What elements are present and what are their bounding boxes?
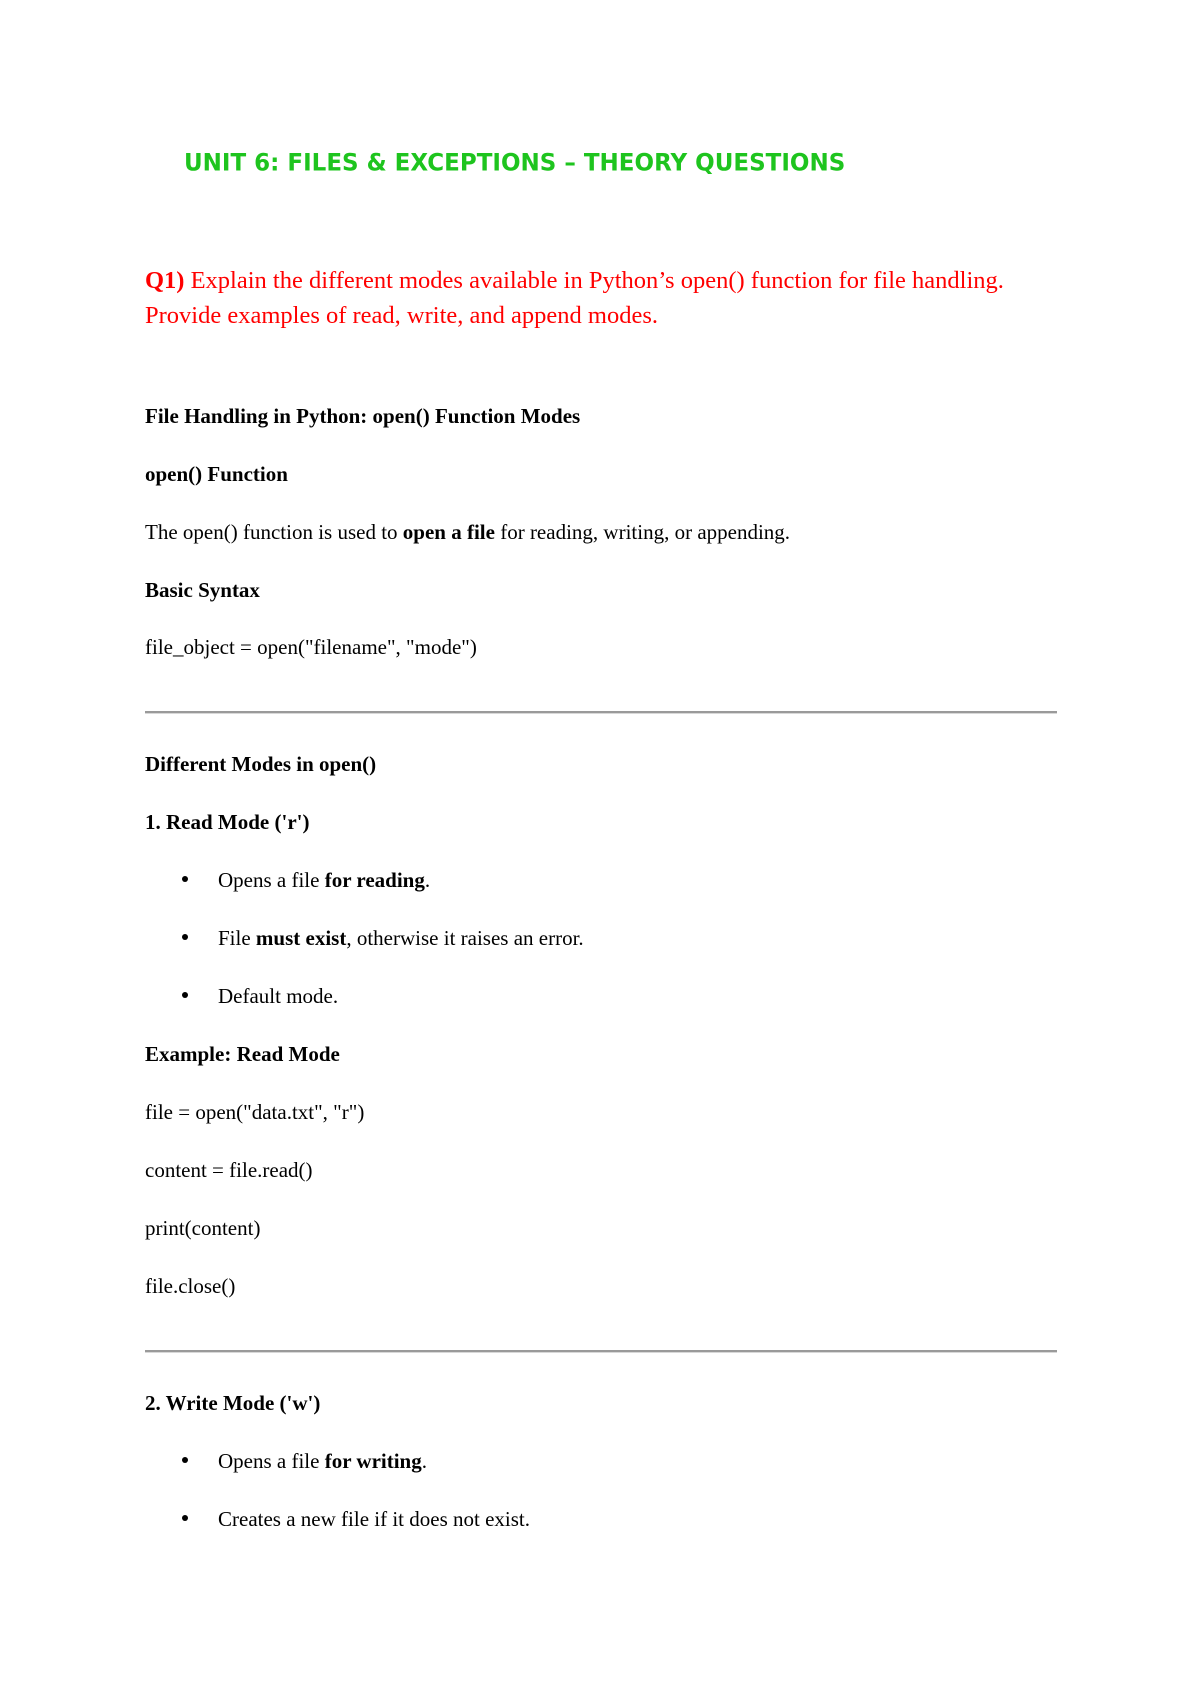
list-item-text-before: Opens a file — [218, 1449, 325, 1473]
list-item-text — [218, 1507, 530, 1532]
bullet-icon — [182, 992, 188, 998]
list-item-text-bold: for reading — [324, 868, 425, 892]
code-line: content = file.read() — [145, 1158, 313, 1182]
list-item-text-before: File — [218, 926, 256, 950]
code-line: file = open("data.txt", "r") — [145, 1100, 365, 1124]
question-1 — [145, 263, 1075, 333]
write-mode-heading: 2. Write Mode ('w') — [145, 1391, 321, 1415]
list-item-text-after: . — [424, 868, 431, 892]
list-item-text — [218, 984, 338, 1009]
list-item-text-bold: for writing — [324, 1449, 422, 1473]
bullet-icon — [182, 934, 188, 940]
open-function-description — [145, 520, 790, 545]
list-item-text — [218, 926, 584, 951]
bullet-icon — [182, 876, 188, 882]
example-read-heading: Example: Read Mode — [145, 1042, 340, 1066]
read-mode-heading: 1. Read Mode ('r') — [145, 810, 310, 834]
list-item-text-before: Creates a new file if it does not exist. — [218, 1507, 530, 1531]
open-function-heading: open() Function — [145, 462, 288, 486]
code-line: file.close() — [145, 1274, 236, 1298]
bullet-icon — [182, 1457, 188, 1463]
open-desc-bold: open a file — [402, 520, 495, 544]
question-text: Explain the different modes available in Python’s open() function for file handling. Provide examples of read, write, and append modes. — [145, 267, 1004, 329]
section-heading: File Handling in Python: open() Function Modes — [145, 404, 581, 428]
horizontal-rule — [145, 1350, 1057, 1353]
list-item-text — [218, 1449, 427, 1474]
question-number: Q1) — [145, 267, 185, 294]
list-item-text — [218, 868, 430, 893]
open-desc-before: The open() function is used to — [145, 520, 403, 544]
list-item-text-before: Default mode. — [218, 984, 339, 1008]
open-desc-after: for reading, writing, or appending. — [494, 520, 791, 544]
basic-syntax-heading: Basic Syntax — [145, 578, 260, 602]
unit-title: UNIT 6: FILES & EXCEPTIONS – THEORY QUESTIONS — [184, 149, 846, 177]
bullet-icon — [182, 1515, 188, 1521]
list-item-text-before: Opens a file — [218, 868, 325, 892]
list-item-text-after: . — [421, 1449, 427, 1473]
syntax-code-line: file_object = open("filename", "mode") — [145, 635, 477, 659]
modes-heading: Different Modes in open() — [145, 752, 377, 776]
code-line: print(content) — [145, 1216, 261, 1240]
horizontal-rule — [145, 711, 1057, 714]
list-item-text-bold: must exist — [255, 926, 347, 950]
list-item-text-after: , otherwise it raises an error. — [346, 926, 584, 950]
